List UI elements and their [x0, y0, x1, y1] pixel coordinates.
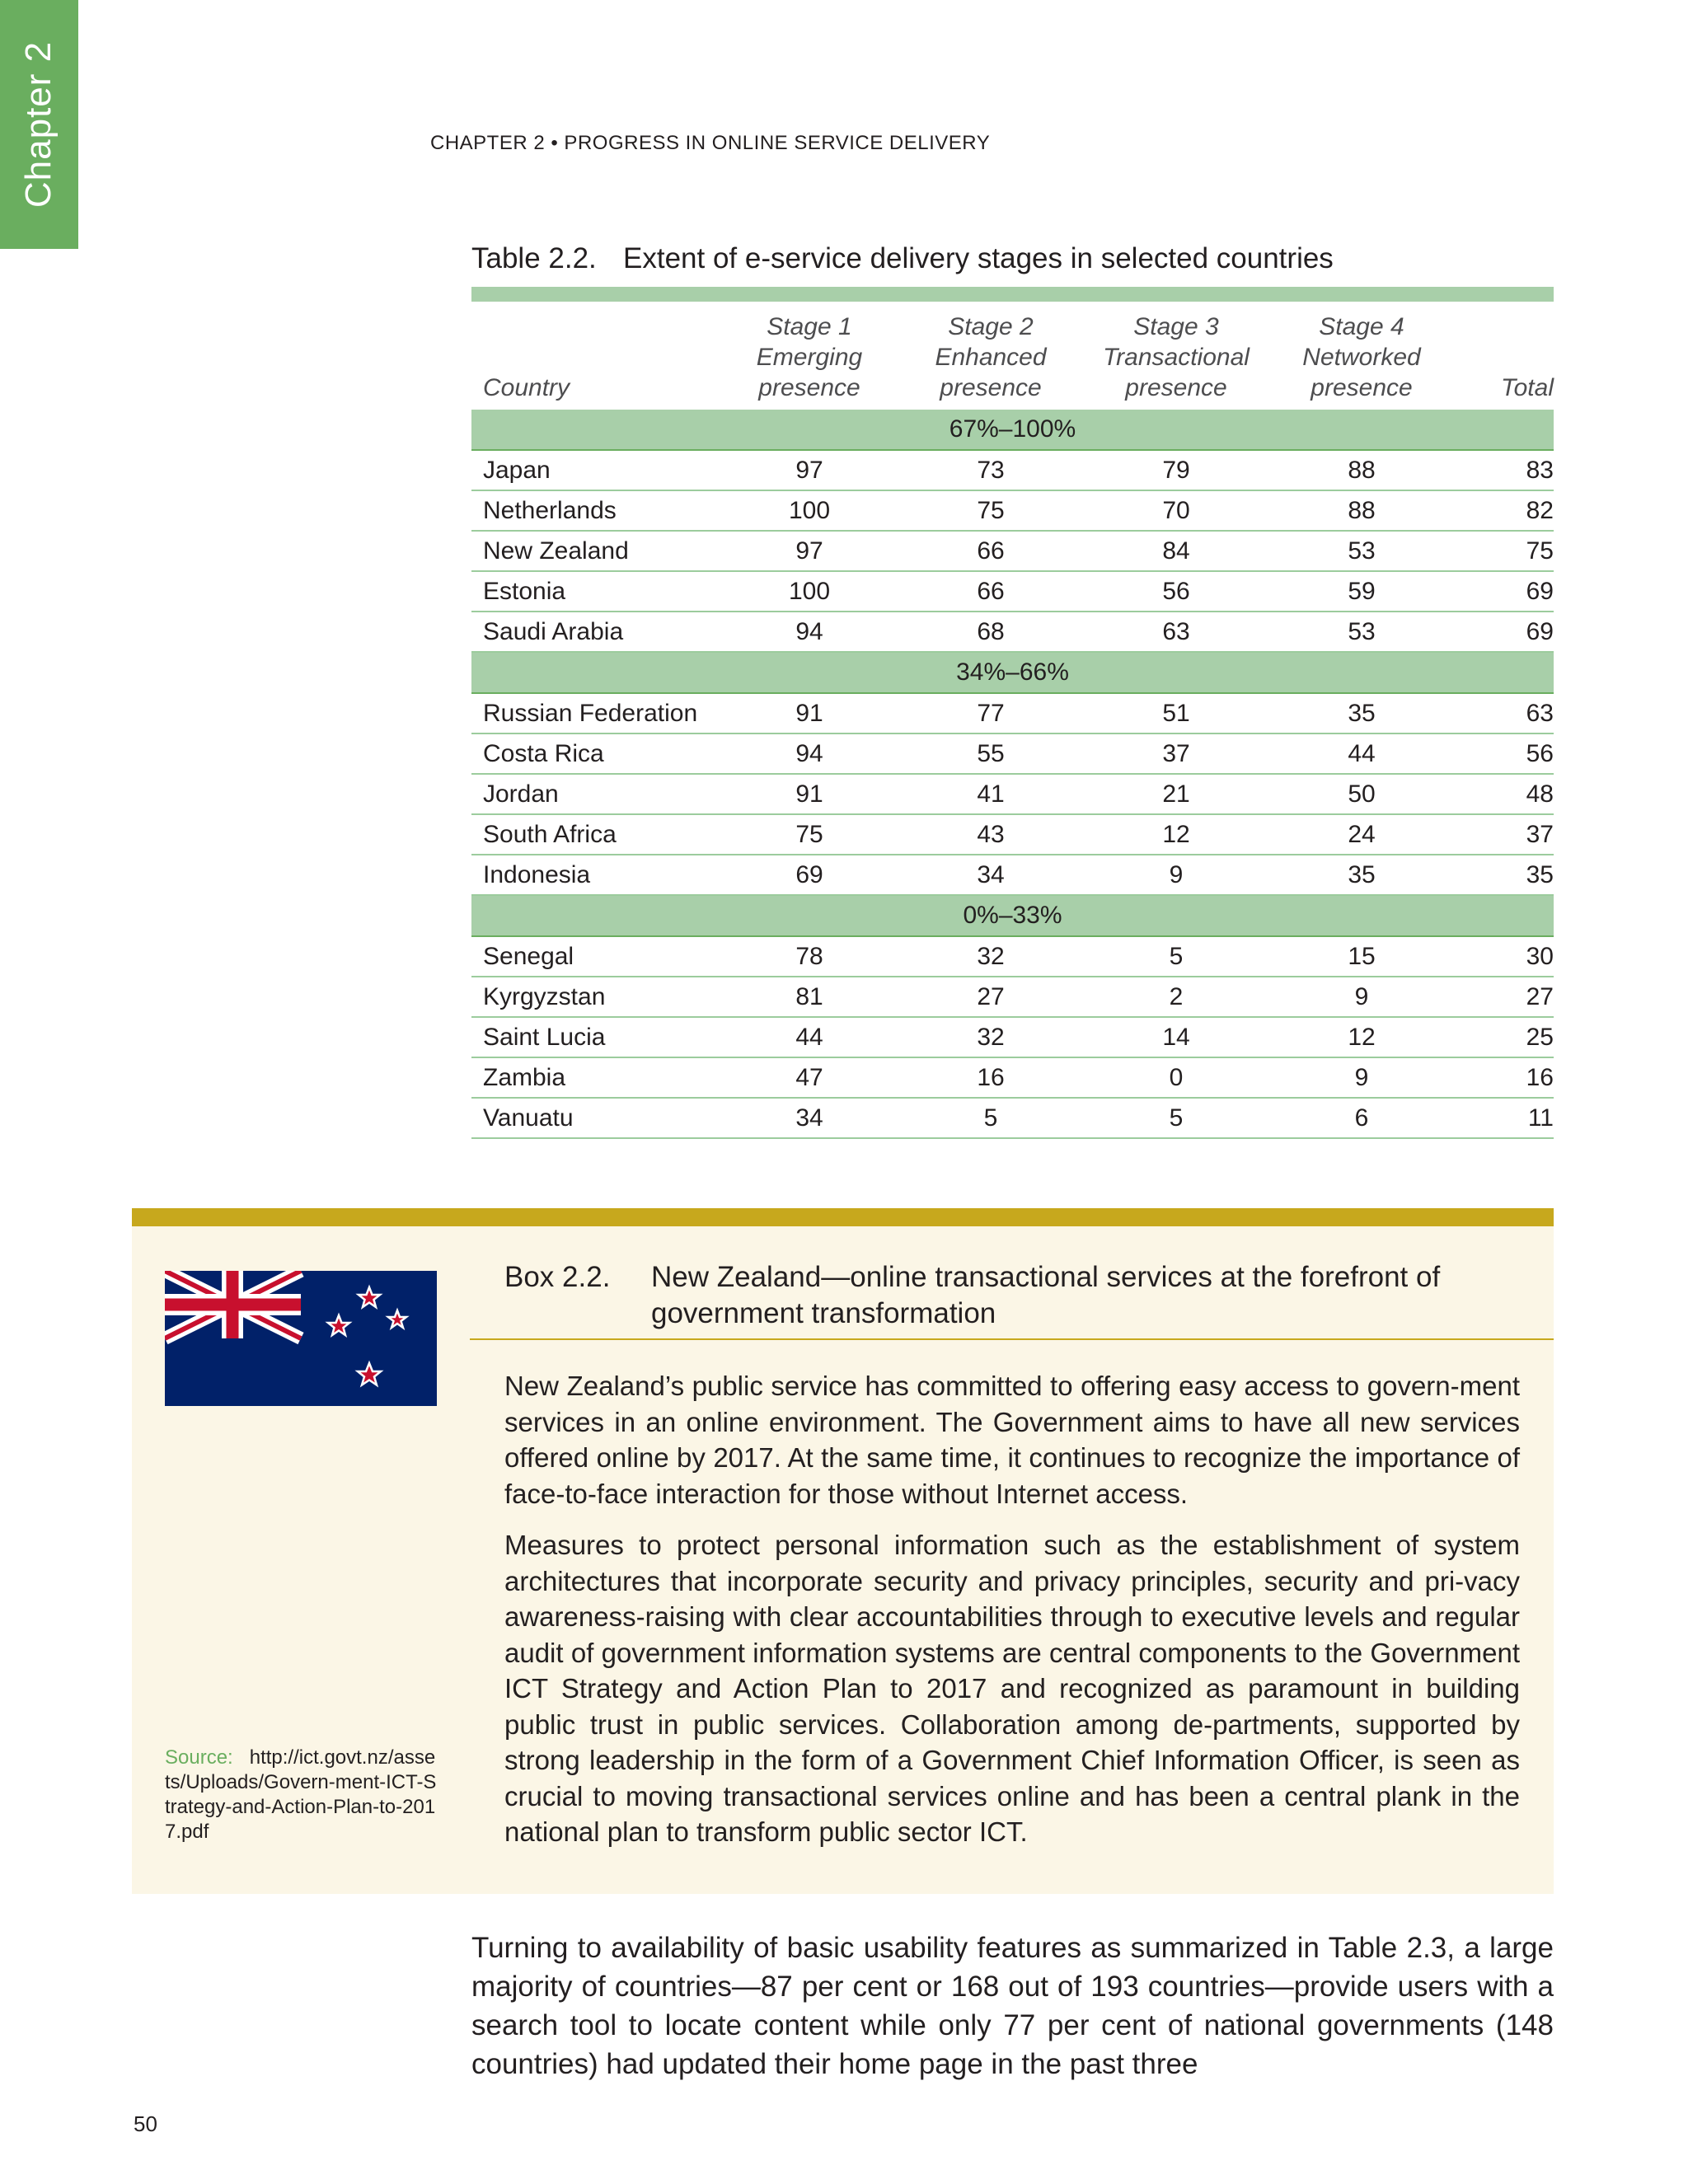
page-number: 50	[134, 2111, 157, 2136]
stage-cell: 77	[900, 693, 1081, 733]
total-cell: 16	[1452, 1057, 1554, 1098]
stage-cell: 37	[1081, 733, 1271, 774]
stage-cell: 68	[900, 612, 1081, 652]
country-name: Zambia	[471, 1057, 719, 1098]
stage-cell: 73	[900, 450, 1081, 490]
band-label: 67%–100%	[471, 410, 1554, 450]
box-title-rule	[470, 1338, 1554, 1340]
stage-cell: 5	[900, 1098, 1081, 1138]
box-new-zealand	[132, 1208, 1554, 1894]
stage-cell: 100	[719, 490, 900, 531]
stage-cell: 84	[1081, 531, 1271, 571]
stage-cell: 88	[1271, 450, 1452, 490]
table-row	[471, 490, 1554, 531]
stage-cell: 91	[719, 693, 900, 733]
table-row	[471, 1017, 1554, 1057]
stage-cell: 59	[1271, 571, 1452, 612]
table-row	[471, 693, 1554, 733]
stage-cell: 97	[719, 450, 900, 490]
chapter-tab	[0, 0, 78, 249]
table-row	[471, 814, 1554, 855]
stage-cell: 81	[719, 977, 900, 1017]
table-header-row	[471, 302, 1554, 410]
stage-cell: 88	[1271, 490, 1452, 531]
header-stage-2: Stage 2 Enhanced presence	[935, 313, 1047, 401]
chapter-tab-label: Chapter 2	[18, 40, 59, 209]
new-zealand-flag-icon	[165, 1271, 437, 1406]
table-band-row	[471, 410, 1554, 450]
stage-cell: 32	[900, 936, 1081, 977]
stage-cell: 63	[1081, 612, 1271, 652]
country-name: Indonesia	[471, 855, 719, 895]
country-name: Kyrgyzstan	[471, 977, 719, 1017]
table-band-row	[471, 652, 1554, 693]
box-paragraph: New Zealand’s public service has committed to offering easy access to govern-ment services in an online environment. The Government aims to have all new services offered online by 2017. At the same time, it continues to recognize the importance of face-to-face interaction for those without Internet access.	[504, 1371, 1520, 1509]
stage-cell: 35	[1271, 855, 1452, 895]
table-number: Table 2.2.	[471, 242, 597, 274]
table-row	[471, 733, 1554, 774]
box-paragraph: Measures to protect personal information such as the establishment of system architectures that incorporate security and privacy principles, security and pri-vacy awareness-raising with clear accountabilities through to executive levels and regular audit of government information systems are central components to the Government ICT Strategy and Action Plan to 2017 and recognized as paramount in building public trust in public services. Collaboration among de-partments, supported by strong leadership in the form of a Government Chief Information Officer, is seen as crucial to moving transactional services online and has been a central plank in the national plan to transform public sector ICT.	[504, 1530, 1520, 1847]
total-cell: 37	[1452, 814, 1554, 855]
box-number: Box 2.2.	[504, 1261, 611, 1293]
header-country: Country	[483, 374, 570, 401]
box-source	[165, 1746, 437, 1844]
stage-cell: 69	[719, 855, 900, 895]
stage-cell: 15	[1271, 936, 1452, 977]
stage-cell: 50	[1271, 774, 1452, 814]
stage-cell: 56	[1081, 571, 1271, 612]
box-title-text: New Zealand—online transactional services at the forefront of government transformation	[651, 1261, 1441, 1329]
stage-cell: 0	[1081, 1057, 1271, 1098]
e-service-table	[471, 287, 1554, 1139]
stage-cell: 12	[1081, 814, 1271, 855]
total-cell: 27	[1452, 977, 1554, 1017]
stage-cell: 91	[719, 774, 900, 814]
stage-cell: 97	[719, 531, 900, 571]
stage-cell: 79	[1081, 450, 1271, 490]
country-name: South Africa	[471, 814, 719, 855]
stage-cell: 75	[900, 490, 1081, 531]
stage-cell: 78	[719, 936, 900, 977]
table-row	[471, 936, 1554, 977]
table-row	[471, 1057, 1554, 1098]
country-name: Jordan	[471, 774, 719, 814]
header-total: Total	[1501, 374, 1554, 401]
country-name: Estonia	[471, 571, 719, 612]
table-body	[471, 410, 1554, 1138]
stage-cell: 94	[719, 612, 900, 652]
table-row	[471, 855, 1554, 895]
stage-cell: 100	[719, 571, 900, 612]
table-row	[471, 571, 1554, 612]
total-cell: 30	[1452, 936, 1554, 977]
stage-cell: 32	[900, 1017, 1081, 1057]
stage-cell: 14	[1081, 1017, 1271, 1057]
total-cell: 75	[1452, 531, 1554, 571]
stage-cell: 44	[719, 1017, 900, 1057]
box-title	[504, 1259, 1543, 1332]
table-title: Extent of e-service delivery stages in selected countries	[623, 242, 1334, 274]
body-paragraph: Turning to availability of basic usability features as summarized in Table 2.3, a large majority of countries—87 per cent or 168 out of 193 countries—provide users with a search tool to locate content while only 77 per cent of national governments (148 countries) had updated their home page in the past three	[471, 1932, 1554, 2080]
country-name: Vanuatu	[471, 1098, 719, 1138]
table-band-row	[471, 895, 1554, 936]
header-stage-4: Stage 4 Networked presence	[1302, 313, 1421, 401]
stage-cell: 35	[1271, 693, 1452, 733]
stage-cell: 2	[1081, 977, 1271, 1017]
total-cell: 56	[1452, 733, 1554, 774]
source-url: http://ict.govt.nz/assets/Uploads/Govern-ment-ICT-Strategy-and-Action-Plan-to-2017.pdf	[165, 1746, 437, 1843]
stage-cell: 5	[1081, 936, 1271, 977]
stage-cell: 27	[900, 977, 1081, 1017]
total-cell: 25	[1452, 1017, 1554, 1057]
table-row	[471, 531, 1554, 571]
table-caption	[471, 242, 1334, 275]
stage-cell: 47	[719, 1057, 900, 1098]
country-name: Saint Lucia	[471, 1017, 719, 1057]
table-top-bar	[471, 287, 1554, 302]
stage-cell: 9	[1081, 855, 1271, 895]
total-cell: 83	[1452, 450, 1554, 490]
total-cell: 82	[1452, 490, 1554, 531]
source-label: Source:	[165, 1746, 233, 1769]
stage-cell: 34	[719, 1098, 900, 1138]
stage-cell: 44	[1271, 733, 1452, 774]
box-body	[504, 1368, 1520, 1866]
country-name: Senegal	[471, 936, 719, 977]
stage-cell: 53	[1271, 612, 1452, 652]
country-name: Saudi Arabia	[471, 612, 719, 652]
total-cell: 11	[1452, 1098, 1554, 1138]
stage-cell: 55	[900, 733, 1081, 774]
header-stage-1: Stage 1 Emerging presence	[756, 313, 863, 401]
stage-cell: 66	[900, 571, 1081, 612]
total-cell: 69	[1452, 612, 1554, 652]
total-cell: 35	[1452, 855, 1554, 895]
country-name: New Zealand	[471, 531, 719, 571]
country-name: Netherlands	[471, 490, 719, 531]
total-cell: 63	[1452, 693, 1554, 733]
stage-cell: 66	[900, 531, 1081, 571]
stage-cell: 43	[900, 814, 1081, 855]
total-cell: 48	[1452, 774, 1554, 814]
country-name: Costa Rica	[471, 733, 719, 774]
stage-cell: 94	[719, 733, 900, 774]
running-head: CHAPTER 2 • PROGRESS IN ONLINE SERVICE DELIVERY	[430, 132, 991, 154]
stage-cell: 70	[1081, 490, 1271, 531]
country-name: Russian Federation	[471, 693, 719, 733]
stage-cell: 16	[900, 1057, 1081, 1098]
stage-cell: 41	[900, 774, 1081, 814]
table-row	[471, 450, 1554, 490]
table-row	[471, 977, 1554, 1017]
stage-cell: 5	[1081, 1098, 1271, 1138]
stage-cell: 21	[1081, 774, 1271, 814]
band-label: 34%–66%	[471, 652, 1554, 693]
stage-cell: 51	[1081, 693, 1271, 733]
stage-cell: 6	[1271, 1098, 1452, 1138]
header-stage-3: Stage 3 Transactional presence	[1103, 313, 1250, 401]
country-name: Japan	[471, 450, 719, 490]
stage-cell: 75	[719, 814, 900, 855]
stage-cell: 34	[900, 855, 1081, 895]
stage-cell: 12	[1271, 1017, 1452, 1057]
total-cell: 69	[1452, 571, 1554, 612]
stage-cell: 9	[1271, 977, 1452, 1017]
table-row	[471, 774, 1554, 814]
band-label: 0%–33%	[471, 895, 1554, 936]
stage-cell: 9	[1271, 1057, 1452, 1098]
stage-cell: 53	[1271, 531, 1452, 571]
table-row	[471, 612, 1554, 652]
table-row	[471, 1098, 1554, 1138]
stage-cell: 24	[1271, 814, 1452, 855]
